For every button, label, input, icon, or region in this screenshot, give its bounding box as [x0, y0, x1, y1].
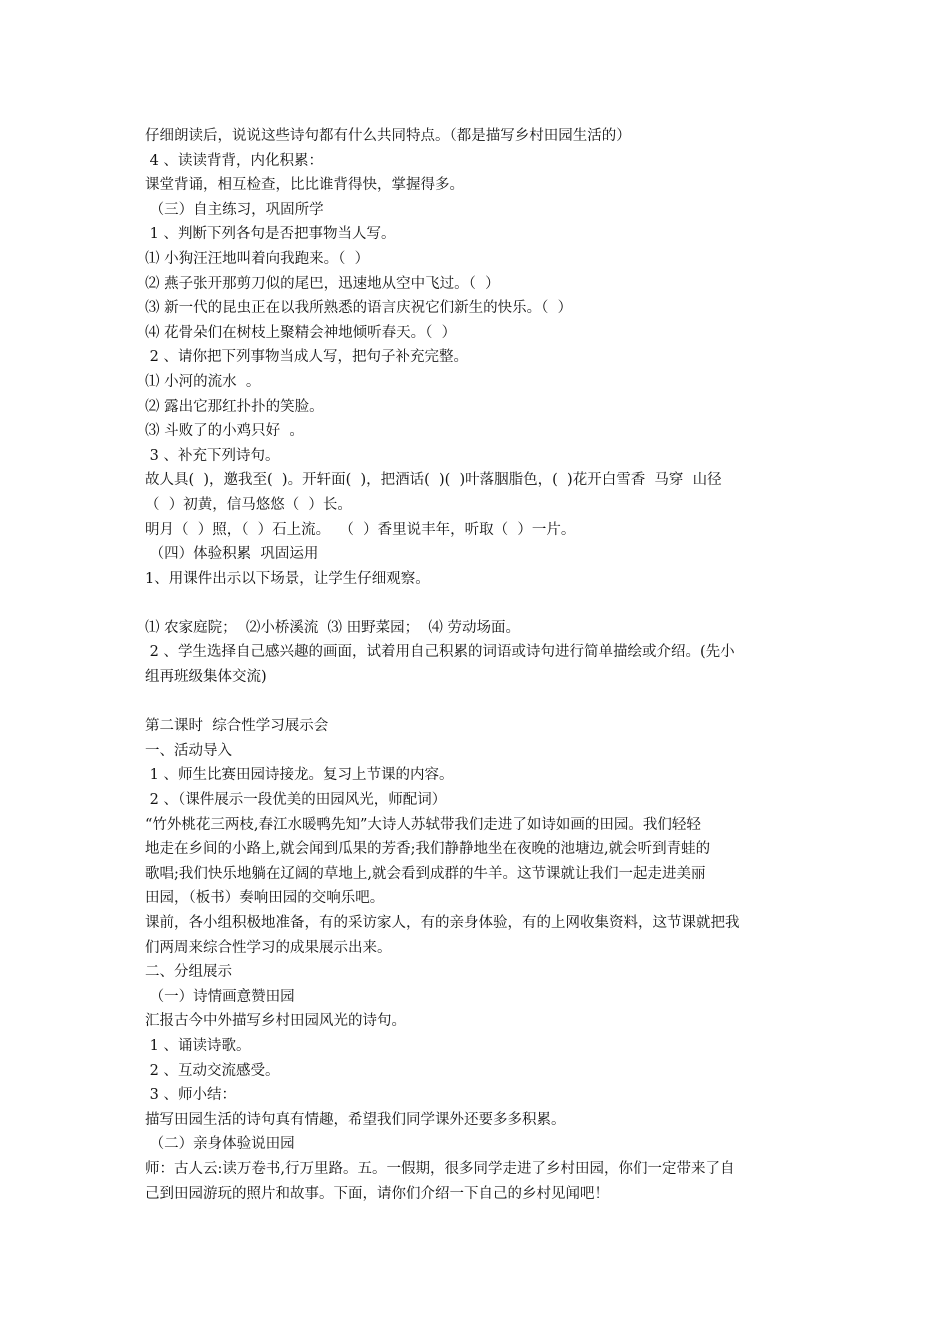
text-line: ⑵ 露出它那红扑扑的笑脸。: [145, 398, 324, 415]
text-line: 1 、判断下列各句是否把事物当人写。: [145, 226, 396, 243]
text-line: 组再班级集体交流): [145, 669, 267, 686]
text-line: 一、活动导入: [145, 742, 232, 759]
text-line: （四）体验积累 巩固运用: [145, 546, 319, 563]
text-line: 2 、学生选择自己感兴趣的画面，试着用自己积累的词语或诗句进行简单描绘或介绍。(先小: [145, 644, 735, 661]
text-line: （ ）初黄，信马悠悠（ ）长。: [145, 496, 352, 513]
text-line: 1、用课件出示以下场景，让学生仔细观察。: [145, 570, 430, 587]
text-line: 歌唱;我们快乐地躺在辽阔的草地上,就会看到成群的牛羊。这节课就让我们一起走进美丽: [145, 865, 706, 882]
text-line: （一）诗情画意赞田园: [145, 988, 295, 1005]
text-line: 田园，（板书）奏响田园的交响乐吧。: [145, 890, 385, 907]
text-line: ⑴ 小狗汪汪地叫着向我跑来。（ ）: [145, 250, 370, 267]
text-line: ⑴ 小河的流水 。: [145, 373, 261, 390]
text-line: 4 、读读背背，内化积累：: [145, 152, 323, 169]
text-line: ⑵ 燕子张开那剪刀似的尾巴，迅速地从空中飞过。（ ）: [145, 275, 500, 292]
text-line: 第二课时 综合性学习展示会: [145, 718, 329, 735]
text-line: 描写田园生活的诗句真有情趣，希望我们同学课外还要多多积累。: [145, 1111, 566, 1128]
text-line: 们两周来综合性学习的成果展示出来。: [145, 939, 392, 956]
text-line: “竹外桃花三两枝,春江水暖鸭先知”大诗人苏轼带我们走进了如诗如画的田园。我们轻轻: [145, 816, 701, 833]
text-line: 3 、补充下列诗句。: [145, 447, 280, 464]
text-line: 1 、师生比赛田园诗接龙。复习上节课的内容。: [145, 767, 454, 784]
text-line: 己到田园游玩的照片和故事。下面，请你们介绍一下自己的乡村见闻吧！: [145, 1185, 609, 1202]
text-line: 3 、师小结：: [145, 1087, 236, 1104]
text-line: 地走在乡间的小路上,就会闻到瓜果的芳香;我们静静地坐在夜晚的池塘边,就会听到青蛙的: [145, 841, 711, 858]
text-line: ⑶ 斗败了的小鸡只好 。: [145, 423, 304, 440]
text-line: 2 、互动交流感受。: [145, 1062, 280, 1079]
text-line: 二、分组展示: [145, 964, 232, 981]
blank-line: [145, 690, 810, 715]
text-line: 课堂背诵，相互检查，比比谁背得快，掌握得多。: [145, 177, 464, 194]
text-line: 1 、诵读诗歌。: [145, 1037, 251, 1054]
text-line: ⑴ 农家庭院； ⑵小桥溪流 ⑶ 田野菜园； ⑷ 劳动场面。: [145, 619, 520, 636]
text-line: 师：古人云:读万卷书,行万里路。五。一假期，很多同学走进了乡村田园，你们一定带来了自: [145, 1160, 735, 1177]
text-line: ⑷ 花骨朵们在树枝上聚精会神地倾听春天。（ ）: [145, 324, 457, 341]
document-page: [145, 124, 810, 1206]
text-line: 2 、（课件展示一段优美的田园风光，师配词）: [145, 792, 447, 809]
text-line: 2 、请你把下列事物当成人写，把句子补充完整。: [145, 349, 468, 366]
text-line: 仔细朗读后，说说这些诗句都有什么共同特点。（都是描写乡村田园生活的）: [145, 128, 631, 144]
blank-line: [145, 591, 810, 616]
text-line: 汇报古今中外描写乡村田园风光的诗句。: [145, 1013, 406, 1030]
text-line: 明月（ ）照，（ ）石上流。 （ ）香里说丰年，听取（ ）一片。: [145, 521, 576, 538]
text-line: ⑶ 新一代的昆虫正在以我所熟悉的语言庆祝它们新生的快乐。（ ）: [145, 300, 573, 317]
text-line: 课前，各小组积极地准备，有的采访家人，有的亲身体验，有的上网收集资料，这节课就把我: [145, 915, 740, 931]
text-line: 故人具( )，邀我至( )。开轩面( )，把酒话( )( )叶落胭脂色，( )花开白雪香 马穿 山径: [145, 472, 722, 489]
text-line: （二）亲身体验说田园: [145, 1136, 295, 1153]
text-line: （三）自主练习，巩固所学: [145, 201, 324, 218]
